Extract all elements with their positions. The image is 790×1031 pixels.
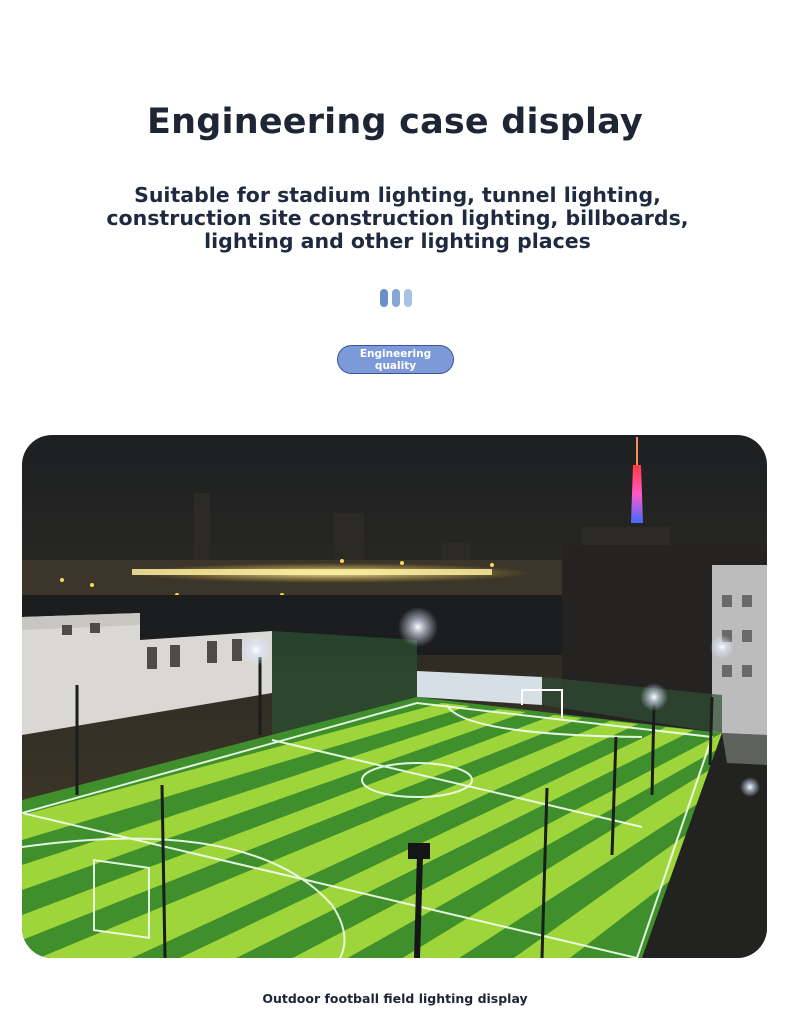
engineering-quality-badge xyxy=(337,345,454,374)
photo-caption: Outdoor football field lighting display xyxy=(262,991,528,1006)
page-title: Engineering case display xyxy=(147,102,643,142)
page-subtitle: Suitable for stadium lighting, tunnel lighting, construction site construction lighting, billboards, lighting and other lighting places xyxy=(106,183,689,253)
badge-label: Engineering quality xyxy=(359,347,432,372)
football-field-photo xyxy=(22,435,767,958)
indicator-bar-1 xyxy=(380,289,388,307)
indicator-bar-2 xyxy=(392,289,400,307)
three-vertical-bars-icon xyxy=(380,289,412,307)
indicator-bar-3 xyxy=(404,289,412,307)
